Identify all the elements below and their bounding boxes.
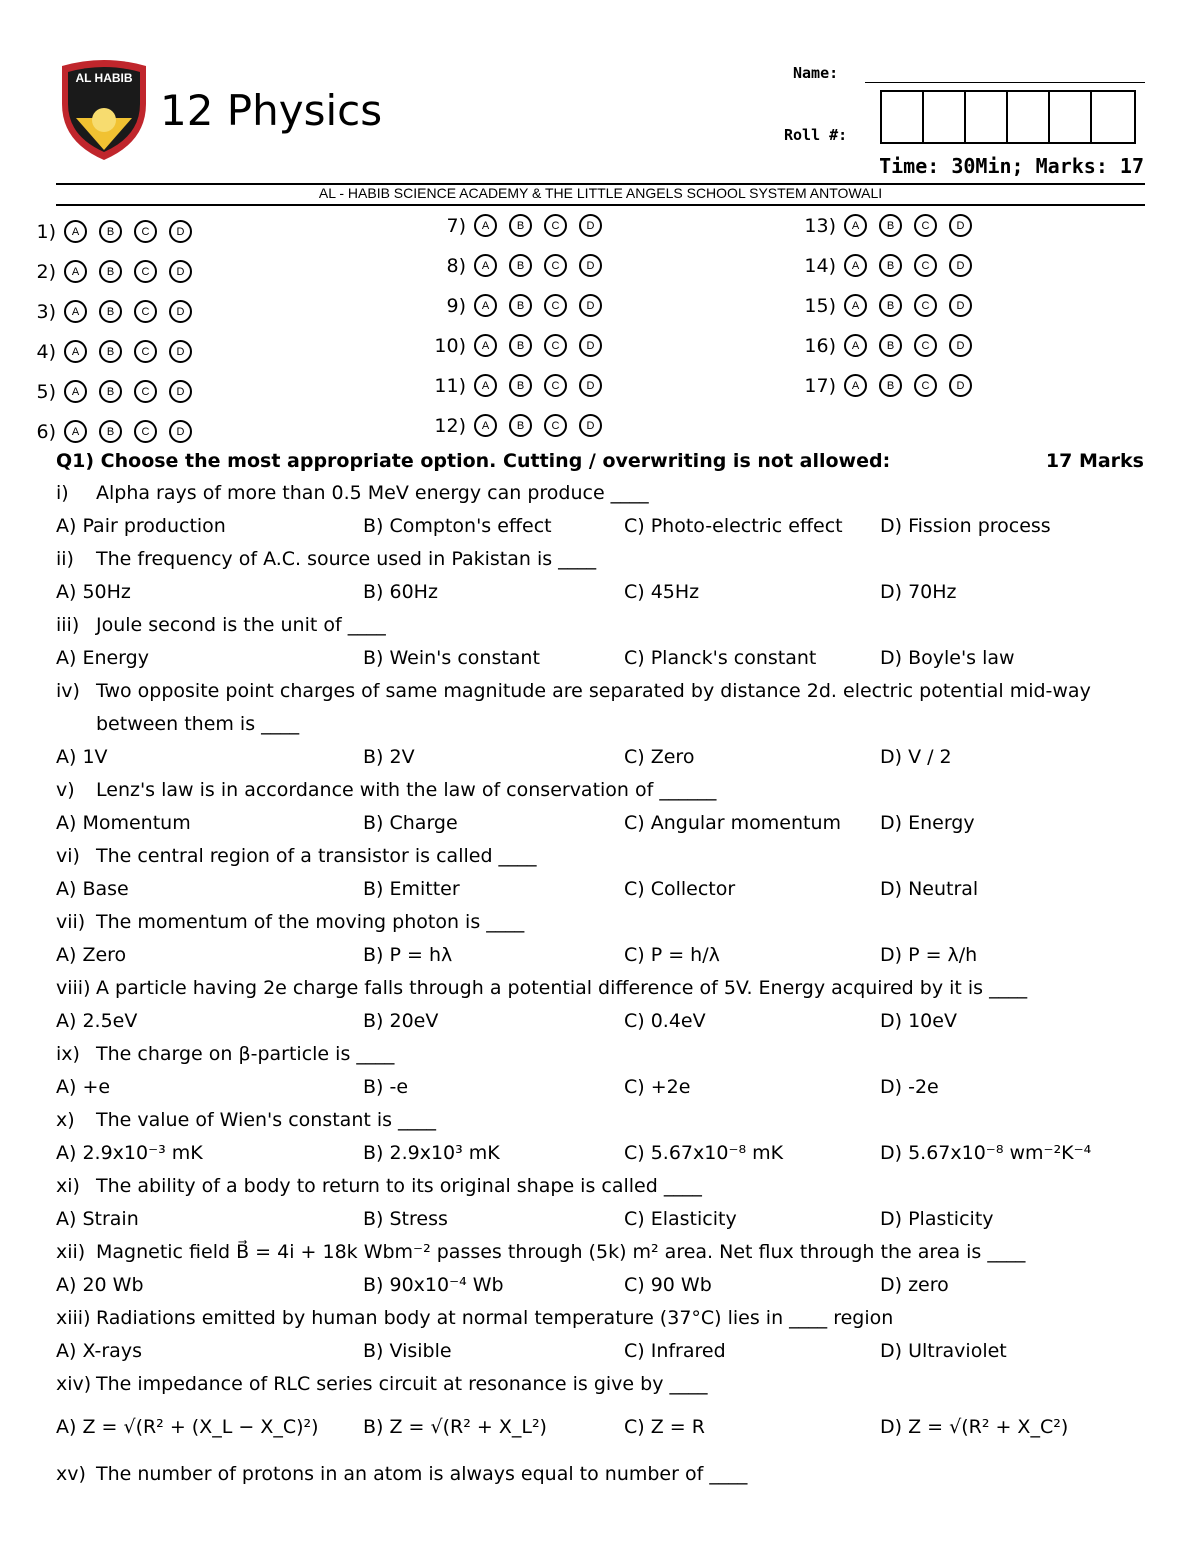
option-c: C) 90 Wb <box>624 1274 712 1296</box>
option-a: A) 2.9x10⁻³ mK <box>56 1142 203 1164</box>
answer-number: 4) <box>36 340 56 363</box>
answer-bubble-d[interactable]: D <box>579 414 602 437</box>
name-label: Name: <box>793 64 839 82</box>
roll-digit-box[interactable] <box>1092 92 1134 142</box>
question-text: x) The value of Wien's constant is ____ <box>56 1109 437 1131</box>
answer-bubble-a[interactable]: A <box>474 374 497 397</box>
answer-row <box>416 414 614 437</box>
option-d: D) Z = √(R² + X_C²) <box>880 1416 1069 1438</box>
option-a: A) Z = √(R² + (X_L − X_C)²) <box>56 1416 319 1438</box>
page-title: 12 Physics <box>160 86 383 135</box>
question-text: ix) The charge on β-particle is ____ <box>56 1043 395 1065</box>
option-d: D) Ultraviolet <box>880 1340 1007 1362</box>
answer-number: 15) <box>804 294 836 317</box>
logo-text: AL HABIB <box>75 71 133 85</box>
option-d: D) Neutral <box>880 878 979 900</box>
answer-row <box>786 254 984 277</box>
answer-bubble-a[interactable]: A <box>474 214 497 237</box>
option-b: B) -e <box>363 1076 409 1098</box>
answer-bubble-b[interactable]: B <box>509 414 532 437</box>
option-a: A) Momentum <box>56 812 191 834</box>
answer-row <box>416 254 614 277</box>
answer-bubble-d[interactable]: D <box>579 374 602 397</box>
option-a: A) 20 Wb <box>56 1274 144 1296</box>
question-text: vii) The momentum of the moving photon is ____ <box>56 911 525 933</box>
option-a: A) Pair production <box>56 515 226 537</box>
answer-row <box>786 334 984 357</box>
option-c: C) Angular momentum <box>624 812 842 834</box>
answer-bubble-d[interactable]: D <box>949 294 972 317</box>
option-c: C) 0.4eV <box>624 1010 706 1032</box>
answer-row <box>416 374 614 397</box>
answer-bubble-b[interactable]: B <box>879 374 902 397</box>
answer-bubble-a[interactable]: A <box>64 220 87 243</box>
answer-bubble-a[interactable]: A <box>64 260 87 283</box>
answer-bubble-c[interactable]: C <box>914 254 937 277</box>
option-b: B) Z = √(R² + X_L²) <box>363 1416 547 1438</box>
option-c: C) Zero <box>624 746 695 768</box>
answer-bubble-c[interactable]: C <box>134 380 157 403</box>
answer-bubble-a[interactable]: A <box>474 334 497 357</box>
answer-row <box>6 300 204 323</box>
option-c: C) Planck's constant <box>624 647 817 669</box>
time-marks: Time: 30Min; Marks: 17 <box>879 154 1144 178</box>
answer-bubble-b[interactable]: B <box>509 294 532 317</box>
answer-bubble-a[interactable]: A <box>474 254 497 277</box>
answer-row <box>6 220 204 243</box>
question-text: xiv) The impedance of RLC series circuit at resonance is give by ____ <box>56 1373 708 1395</box>
answer-number: 16) <box>804 334 836 357</box>
option-a: A) Base <box>56 878 129 900</box>
option-d: D) 10eV <box>880 1010 957 1032</box>
option-d: D) Boyle's law <box>880 647 1015 669</box>
answer-row <box>6 340 204 363</box>
question-text: viii) A particle having 2e charge falls through a potential difference of 5V. Energy acquired by it is ____ <box>56 977 1028 999</box>
answer-row <box>6 260 204 283</box>
option-d: D) 5.67x10⁻⁸ wm⁻²K⁻⁴ <box>880 1142 1092 1164</box>
option-a: A) Zero <box>56 944 127 966</box>
answer-bubble-d[interactable]: D <box>169 340 192 363</box>
option-b: B) Compton's effect <box>363 515 552 537</box>
answer-bubble-b[interactable]: B <box>509 334 532 357</box>
answer-bubble-c[interactable]: C <box>544 334 567 357</box>
answer-bubble-d[interactable]: D <box>579 214 602 237</box>
answer-number: 14) <box>804 254 836 277</box>
answer-bubble-a[interactable]: A <box>64 340 87 363</box>
answer-bubble-c[interactable]: C <box>134 300 157 323</box>
section-heading: Q1) Choose the most appropriate option. Cutting / overwriting is not allowed: <box>56 450 891 472</box>
option-b: B) P = hλ <box>363 944 453 966</box>
answer-bubble-c[interactable]: C <box>914 334 937 357</box>
answer-number: 8) <box>446 254 466 277</box>
option-b: B) Wein's constant <box>363 647 540 669</box>
option-b: B) Stress <box>363 1208 448 1230</box>
question-text: vi) The central region of a transistor is called ____ <box>56 845 537 867</box>
roll-digit-box[interactable] <box>1008 92 1050 142</box>
option-b: B) 60Hz <box>363 581 438 603</box>
answer-row <box>786 214 984 237</box>
option-b: B) 20eV <box>363 1010 439 1032</box>
answer-bubble-a[interactable]: A <box>474 414 497 437</box>
option-a: A) 50Hz <box>56 581 131 603</box>
roll-number-boxes[interactable] <box>880 90 1136 144</box>
answer-bubble-d[interactable]: D <box>169 300 192 323</box>
answer-number: 7) <box>446 214 466 237</box>
answer-bubble-c[interactable]: C <box>914 294 937 317</box>
option-d: D) V / 2 <box>880 746 952 768</box>
question-text: xiii) Radiations emitted by human body at normal temperature (37°C) lies in ____ region <box>56 1307 894 1329</box>
option-d: D) P = λ/h <box>880 944 978 966</box>
answer-number: 9) <box>446 294 466 317</box>
answer-bubble-c[interactable]: C <box>134 420 157 443</box>
option-d: D) 70Hz <box>880 581 957 603</box>
question-text: ii) The frequency of A.C. source used in Pakistan is ____ <box>56 548 597 570</box>
roll-digit-box[interactable] <box>924 92 966 142</box>
option-d: D) Energy <box>880 812 975 834</box>
question-text: iii) Joule second is the unit of ____ <box>56 614 386 636</box>
option-c: C) P = h/λ <box>624 944 720 966</box>
answer-bubble-d[interactable]: D <box>169 380 192 403</box>
roll-digit-box[interactable] <box>966 92 1008 142</box>
answer-bubble-b[interactable]: B <box>509 254 532 277</box>
answer-bubble-d[interactable]: D <box>579 294 602 317</box>
answer-row <box>786 294 984 317</box>
question-text: i) Alpha rays of more than 0.5 MeV energy can produce ____ <box>56 482 649 504</box>
answer-bubble-a[interactable]: A <box>64 380 87 403</box>
section-marks: 17 Marks <box>1045 450 1144 472</box>
answer-bubble-d[interactable]: D <box>949 374 972 397</box>
divider-bottom <box>56 204 1145 206</box>
option-c: C) 45Hz <box>624 581 700 603</box>
option-b: B) 2.9x10³ mK <box>363 1142 500 1164</box>
answer-bubble-a[interactable]: A <box>844 254 867 277</box>
option-d: D) zero <box>880 1274 949 1296</box>
name-field[interactable] <box>865 82 1145 83</box>
roll-digit-box[interactable] <box>882 92 924 142</box>
answer-bubble-c[interactable]: C <box>544 374 567 397</box>
answer-row <box>416 334 614 357</box>
answer-bubble-c[interactable]: C <box>544 254 567 277</box>
answer-number: 3) <box>36 300 56 323</box>
answer-number: 5) <box>36 380 56 403</box>
answer-number: 1) <box>36 220 56 243</box>
question-text: xii) Magnetic field B⃗ = 4i + 18k Wbm⁻² passes through (5k) m² area. Net flux through the area is ____ <box>56 1241 1026 1263</box>
answer-bubble-b[interactable]: B <box>879 254 902 277</box>
answer-bubble-b[interactable]: B <box>99 380 122 403</box>
option-c: C) Z = R <box>624 1416 705 1438</box>
option-c: C) +2e <box>624 1076 691 1098</box>
answer-bubble-d[interactable]: D <box>579 254 602 277</box>
option-a: A) +e <box>56 1076 111 1098</box>
answer-bubble-d[interactable]: D <box>949 254 972 277</box>
answer-bubble-c[interactable]: C <box>134 340 157 363</box>
answer-bubble-c[interactable]: C <box>914 214 937 237</box>
option-a: A) 1V <box>56 746 108 768</box>
option-d: D) Plasticity <box>880 1208 994 1230</box>
answer-bubble-b[interactable]: B <box>99 260 122 283</box>
answer-bubble-a[interactable]: A <box>844 214 867 237</box>
option-b: B) 2V <box>363 746 415 768</box>
answer-bubble-b[interactable]: B <box>509 374 532 397</box>
answer-bubble-b[interactable]: B <box>509 214 532 237</box>
option-b: B) Visible <box>363 1340 452 1362</box>
option-a: A) 2.5eV <box>56 1010 138 1032</box>
option-c: C) Photo-electric effect <box>624 515 843 537</box>
option-b: B) Emitter <box>363 878 460 900</box>
academy-logo <box>58 58 150 162</box>
answer-bubble-d[interactable]: D <box>579 334 602 357</box>
answer-bubble-c[interactable]: C <box>544 214 567 237</box>
question-text: iv) Two opposite point charges of same magnitude are separated by distance 2d. electric potential mid-way <box>56 680 1091 702</box>
answer-number: 11) <box>434 374 466 397</box>
answer-bubble-d[interactable]: D <box>169 420 192 443</box>
answer-row <box>6 380 204 403</box>
answer-bubble-a[interactable]: A <box>844 334 867 357</box>
roll-digit-box[interactable] <box>1050 92 1092 142</box>
answer-bubble-d[interactable]: D <box>949 334 972 357</box>
answer-bubble-d[interactable]: D <box>169 220 192 243</box>
answer-bubble-b[interactable]: B <box>99 220 122 243</box>
answer-bubble-a[interactable]: A <box>844 374 867 397</box>
option-d: D) Fission process <box>880 515 1051 537</box>
answer-bubble-a[interactable]: A <box>844 294 867 317</box>
question-text: xi) The ability of a body to return to its original shape is called ____ <box>56 1175 702 1197</box>
answer-bubble-c[interactable]: C <box>914 374 937 397</box>
answer-bubble-b[interactable]: B <box>879 334 902 357</box>
answer-bubble-a[interactable]: A <box>64 420 87 443</box>
answer-row <box>416 214 614 237</box>
option-c: C) Collector <box>624 878 736 900</box>
answer-number: 13) <box>804 214 836 237</box>
question-text: v) Lenz's law is in accordance with the law of conservation of ______ <box>56 779 717 801</box>
answer-bubble-a[interactable]: A <box>64 300 87 323</box>
answer-number: 12) <box>434 414 466 437</box>
option-c: C) 5.67x10⁻⁸ mK <box>624 1142 784 1164</box>
option-a: A) X-rays <box>56 1340 142 1362</box>
question-text: xv) The number of protons in an atom is always equal to number of ____ <box>56 1463 748 1485</box>
answer-bubble-d[interactable]: D <box>949 214 972 237</box>
answer-bubble-b[interactable]: B <box>99 420 122 443</box>
academy-name: AL - HABIB SCIENCE ACADEMY & THE LITTLE ANGELS SCHOOL SYSTEM ANTOWALI <box>318 185 883 201</box>
option-a: A) Energy <box>56 647 149 669</box>
option-d: D) -2e <box>880 1076 939 1098</box>
answer-bubble-d[interactable]: D <box>169 260 192 283</box>
answer-number: 2) <box>36 260 56 283</box>
question-text-continued: between them is ____ <box>96 713 300 735</box>
roll-label: Roll #: <box>784 126 848 144</box>
answer-row <box>416 294 614 317</box>
answer-number: 6) <box>36 420 56 443</box>
answer-bubble-b[interactable]: B <box>879 294 902 317</box>
answer-bubble-b[interactable]: B <box>99 300 122 323</box>
answer-bubble-a[interactable]: A <box>474 294 497 317</box>
answer-bubble-c[interactable]: C <box>544 294 567 317</box>
answer-row <box>6 420 204 443</box>
answer-bubble-c[interactable]: C <box>134 220 157 243</box>
answer-bubble-c[interactable]: C <box>544 414 567 437</box>
answer-bubble-c[interactable]: C <box>134 260 157 283</box>
option-c: C) Infrared <box>624 1340 726 1362</box>
answer-bubble-b[interactable]: B <box>99 340 122 363</box>
option-b: B) Charge <box>363 812 458 834</box>
answer-number: 10) <box>434 334 466 357</box>
option-a: A) Strain <box>56 1208 139 1230</box>
answer-number: 17) <box>804 374 836 397</box>
answer-row <box>786 374 984 397</box>
option-b: B) 90x10⁻⁴ Wb <box>363 1274 504 1296</box>
option-c: C) Elasticity <box>624 1208 737 1230</box>
answer-bubble-b[interactable]: B <box>879 214 902 237</box>
